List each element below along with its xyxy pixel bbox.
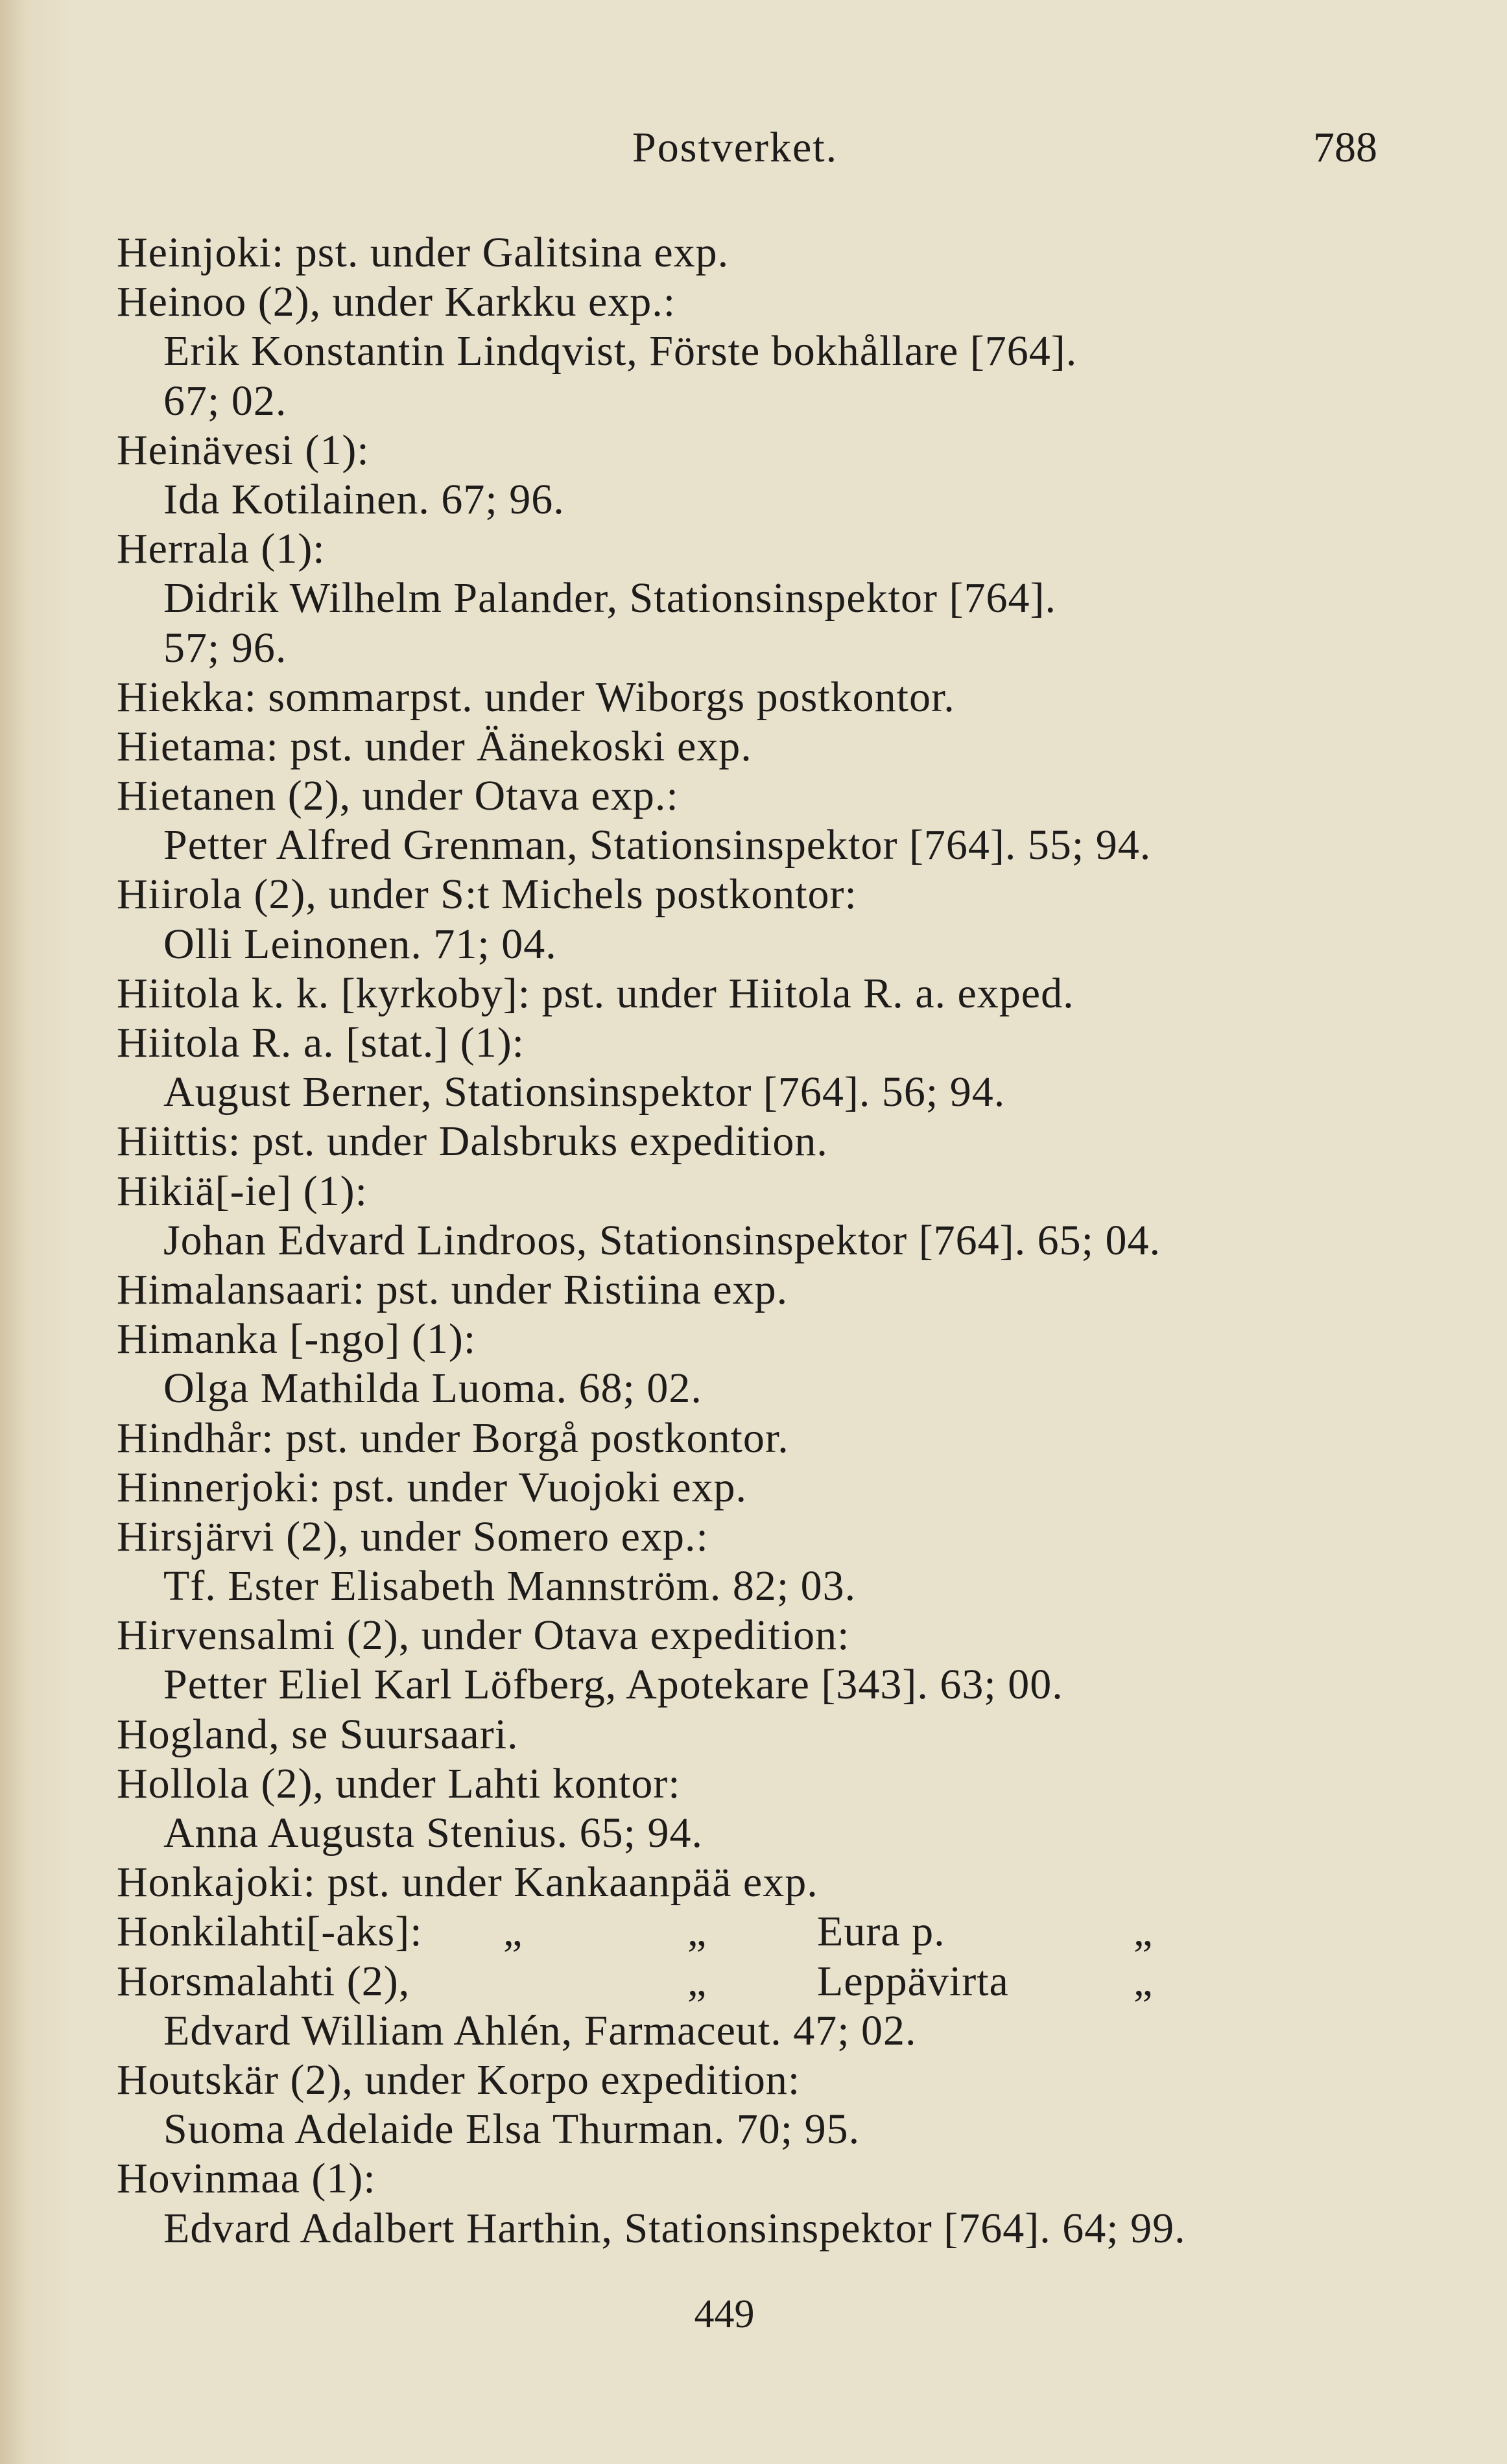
entry-group-ditto bbox=[117, 1907, 1414, 2006]
entry-heading-line: Hirvensalmi (2), under Otava expedition: bbox=[117, 1612, 850, 1660]
ditto-entry-line bbox=[117, 1957, 1414, 2006]
entry-detail-line: 57; 96. bbox=[163, 624, 287, 672]
running-header bbox=[0, 123, 1507, 182]
ditto-col-ditto1: „ bbox=[503, 1908, 523, 1956]
entry-detail-line: Ida Kotilainen. 67; 96. bbox=[163, 475, 565, 523]
entry-heading-line: Hietama: pst. under Äänekoski exp. bbox=[117, 722, 752, 770]
entry-heading-line: Hikiä[-ie] (1): bbox=[117, 1167, 368, 1215]
entry-heading-line: Hollola (2), under Lahti kontor: bbox=[117, 1759, 681, 1807]
entry-detail-line: Suoma Adelaide Elsa Thurman. 70; 95. bbox=[163, 2106, 860, 2153]
entry-detail-line: Petter Eliel Karl Löfberg, Apotekare [343]. 63; 00. bbox=[163, 1661, 1063, 1709]
entry-heading-line: Hietanen (2), under Otava exp.: bbox=[117, 772, 679, 820]
ditto-col-place: Eura p. bbox=[817, 1908, 945, 1956]
ditto-col-place: Leppävirta bbox=[817, 1957, 1009, 2005]
entry-detail-line: Olga Mathilda Luoma. 68; 02. bbox=[163, 1365, 702, 1413]
entry-heading-line: Herrala (1): bbox=[117, 525, 326, 573]
entry-heading-line: Hiirola (2), under S:t Michels postkontor: bbox=[117, 871, 857, 919]
ditto-col-ditto3: „ bbox=[1133, 1957, 1154, 2005]
entry-heading-line: Himanka [-ngo] (1): bbox=[117, 1315, 477, 1363]
entry-detail-line: Anna Augusta Stenius. 65; 94. bbox=[163, 1809, 703, 1857]
ditto-entry-line bbox=[117, 1907, 1414, 1956]
entry-detail-line: Edvard Adalbert Harthin, Stationsinspektor [764]. 64; 99. bbox=[163, 2204, 1186, 2252]
entry-heading-line: Hirsjärvi (2), under Somero exp.: bbox=[117, 1512, 709, 1560]
ditto-col-name: Horsmalahti (2), bbox=[117, 1957, 410, 2005]
footer bbox=[0, 2292, 1507, 2338]
entry-group-a bbox=[117, 228, 1414, 1907]
entry-heading-line: Heinävesi (1): bbox=[117, 426, 370, 474]
entry-detail-line: 67; 02. bbox=[163, 377, 287, 425]
ditto-col-ditto3: „ bbox=[1133, 1908, 1154, 1956]
entry-detail-line: Edvard William Ahlén, Farmaceut. 47; 02. bbox=[163, 2006, 917, 2054]
entry-detail-line: Erik Konstantin Lindqvist, Förste bokhållare [764]. bbox=[163, 327, 1078, 375]
entry-heading-line: Hiittis: pst. under Dalsbruks expedition. bbox=[117, 1118, 828, 1166]
entry-detail-line: Petter Alfred Grenman, Stationsinspektor [764]. 55; 94. bbox=[163, 821, 1152, 869]
entry-heading-line: Hovinmaa (1): bbox=[117, 2155, 376, 2203]
entry-heading-line: Himalansaari: pst. under Ristiina exp. bbox=[117, 1265, 789, 1313]
entry-heading-line: Hinnerjoki: pst. under Vuojoki exp. bbox=[117, 1463, 748, 1511]
entry-list bbox=[117, 228, 1414, 2253]
entry-detail-line: Tf. Ester Elisabeth Mannström. 82; 03. bbox=[163, 1562, 857, 1610]
entry-heading-line: Hogland, se Suursaari. bbox=[117, 1710, 519, 1758]
entry-detail-line: Didrik Wilhelm Palander, Stationsinspektor [764]. bbox=[163, 574, 1056, 622]
entry-heading-line: Hiekka: sommarpst. under Wiborgs postkontor. bbox=[117, 673, 955, 721]
entry-heading-line: Hiitola k. k. [kyrkoby]: pst. under Hiitola R. a. exped. bbox=[117, 969, 1074, 1017]
ditto-col-ditto2: „ bbox=[687, 1957, 707, 2005]
sheet-number: 449 bbox=[694, 2292, 755, 2336]
entry-detail-line: Johan Edvard Lindroos, Stationsinspektor [764]. 65; 04. bbox=[163, 1216, 1161, 1264]
entry-group-b bbox=[117, 2006, 1414, 2253]
entry-heading-line: Heinoo (2), under Karkku exp.: bbox=[117, 278, 676, 326]
ditto-col-ditto2: „ bbox=[687, 1908, 707, 1956]
ditto-col-name: Honkilahti[-aks]: bbox=[117, 1908, 423, 1956]
entry-heading-line: Houtskär (2), under Korpo expedition: bbox=[117, 2056, 801, 2104]
entry-detail-line: August Berner, Stationsinspektor [764]. 56; 94. bbox=[163, 1068, 1006, 1116]
entry-detail-line: Olli Leinonen. 71; 04. bbox=[163, 920, 557, 968]
entry-heading-line: Hiitola R. a. [stat.] (1): bbox=[117, 1019, 525, 1066]
header-title: Postverket. bbox=[632, 124, 838, 171]
entry-heading-line: Hindhår: pst. under Borgå postkontor. bbox=[117, 1414, 789, 1462]
entry-heading-line: Honkajoki: pst. under Kankaanpää exp. bbox=[117, 1859, 818, 1907]
page-number: 788 bbox=[1313, 124, 1377, 171]
entry-heading-line: Heinjoki: pst. under Galitsina exp. bbox=[117, 229, 730, 276]
